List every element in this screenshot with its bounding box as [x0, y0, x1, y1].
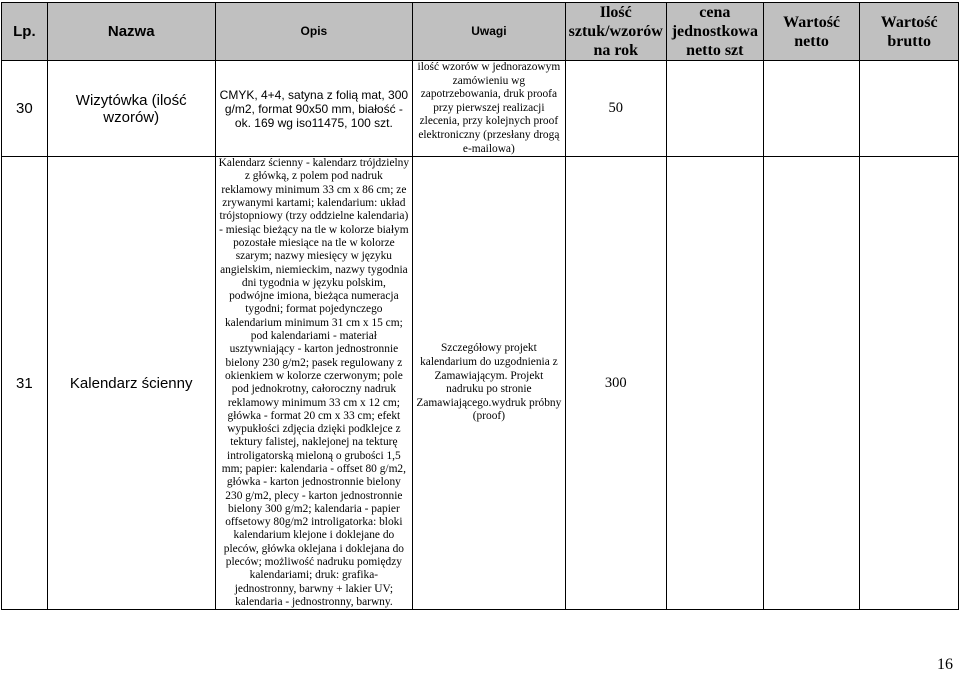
row-cena: [666, 61, 763, 157]
row-cena: [666, 157, 763, 610]
row-uwagi: Szczegółowy projekt kalendarium do uzgodnienia z Zamawiającym. Projekt nadruku po stronie Zamawiającego.wydruk próbny (proof): [413, 157, 566, 610]
header-ilosc: Ilość sztuk/wzorów na rok: [565, 3, 666, 61]
row-ilosc: 50: [565, 61, 666, 157]
row-wartosc-netto: [763, 157, 860, 610]
header-nazwa: Nazwa: [47, 3, 215, 61]
row-nazwa: Wizytówka (ilość wzorów): [47, 61, 215, 157]
page-number: 16: [937, 656, 953, 673]
table-row: [2, 157, 959, 610]
row-opis: Kalendarz ścienny - kalendarz trójdzielny z główką, z polem pod nadruk reklamowy minimum 33 cm x 86 cm; ze zrywanymi kartami; kalendarium: układ trójstopniowy (trzy oddzielne kalendaria) - miesiąc bieżący na tle w kolorze białym pozostałe miesiące na tle w kolorze szarym; nazwy miesięcy w języku angielskim, niemieckim, nazwy tygodnia dni tygodnia w języku polskim, podwójne imiona, bieżąca numeracja tygodni; format pojedynczego kalendarium minimum 31 cm x 15 cm; pod kalendariami - materiał usztywniający - karton jednostronnie bielony 230 g/m2; pasek regulowany z okienkiem w kolorze czerwonym; pole pod jednokrotny, całoroczny nadruk reklamowy minimum 33 cm x 12 cm; główka - format 20 cm x 33 cm; efekt wypukłości zdjęcia dzięki podklejce z tektury falistej, naklejonej na tekturę introligatorską mieloną o grubości 1,5 mm; papier: kalendaria - offset 80 g/m2, główka - karton jednostronnie bielony 230 g/m2, plecy - karton jednostronnie bielony 300 g/m2; kalendaria - papier offsetowy 80g/m2 introligatorka: bloki kalendarium klejone i doklejane do pleców, główka oklejana i doklejana do pleców; możliwość nadruku pomiędzy kalendariami; druk: grafika- jednostronny, barwny + lakier UV; kalendaria - jednostronny, barwny.: [215, 157, 412, 610]
header-opis: Opis: [215, 3, 412, 61]
row-wartosc-brutto: [860, 157, 959, 610]
row-opis: CMYK, 4+4, satyna z folią mat, 300 g/m2, format 90x50 mm, białość - ok. 169 wg iso11475, 100 szt.: [215, 61, 412, 157]
header-uwagi: Uwagi: [413, 3, 566, 61]
row-ilosc: 300: [565, 157, 666, 610]
header-wartosc-netto: Wartość netto: [763, 3, 860, 61]
header-lp: Lp.: [2, 3, 48, 61]
row-wartosc-brutto: [860, 61, 959, 157]
table-row: [2, 61, 959, 157]
row-uwagi: ilość wzorów w jednorazowym zamówieniu wg zapotrzebowania, druk proofa przy pierwszej realizacji zlecenia, przy kolejnych proof elektroniczny (przesłany drogą e-mailowa): [413, 61, 566, 157]
row-wartosc-netto: [763, 61, 860, 157]
row-nazwa: Kalendarz ścienny: [47, 157, 215, 610]
row-lp: 31: [2, 157, 48, 610]
header-cena: cena jednostkowa netto szt: [666, 3, 763, 61]
row-lp: 30: [2, 61, 48, 157]
header-wartosc-brutto: Wartość brutto: [860, 3, 959, 61]
header-row: [2, 3, 959, 61]
pricing-table: [1, 2, 959, 610]
